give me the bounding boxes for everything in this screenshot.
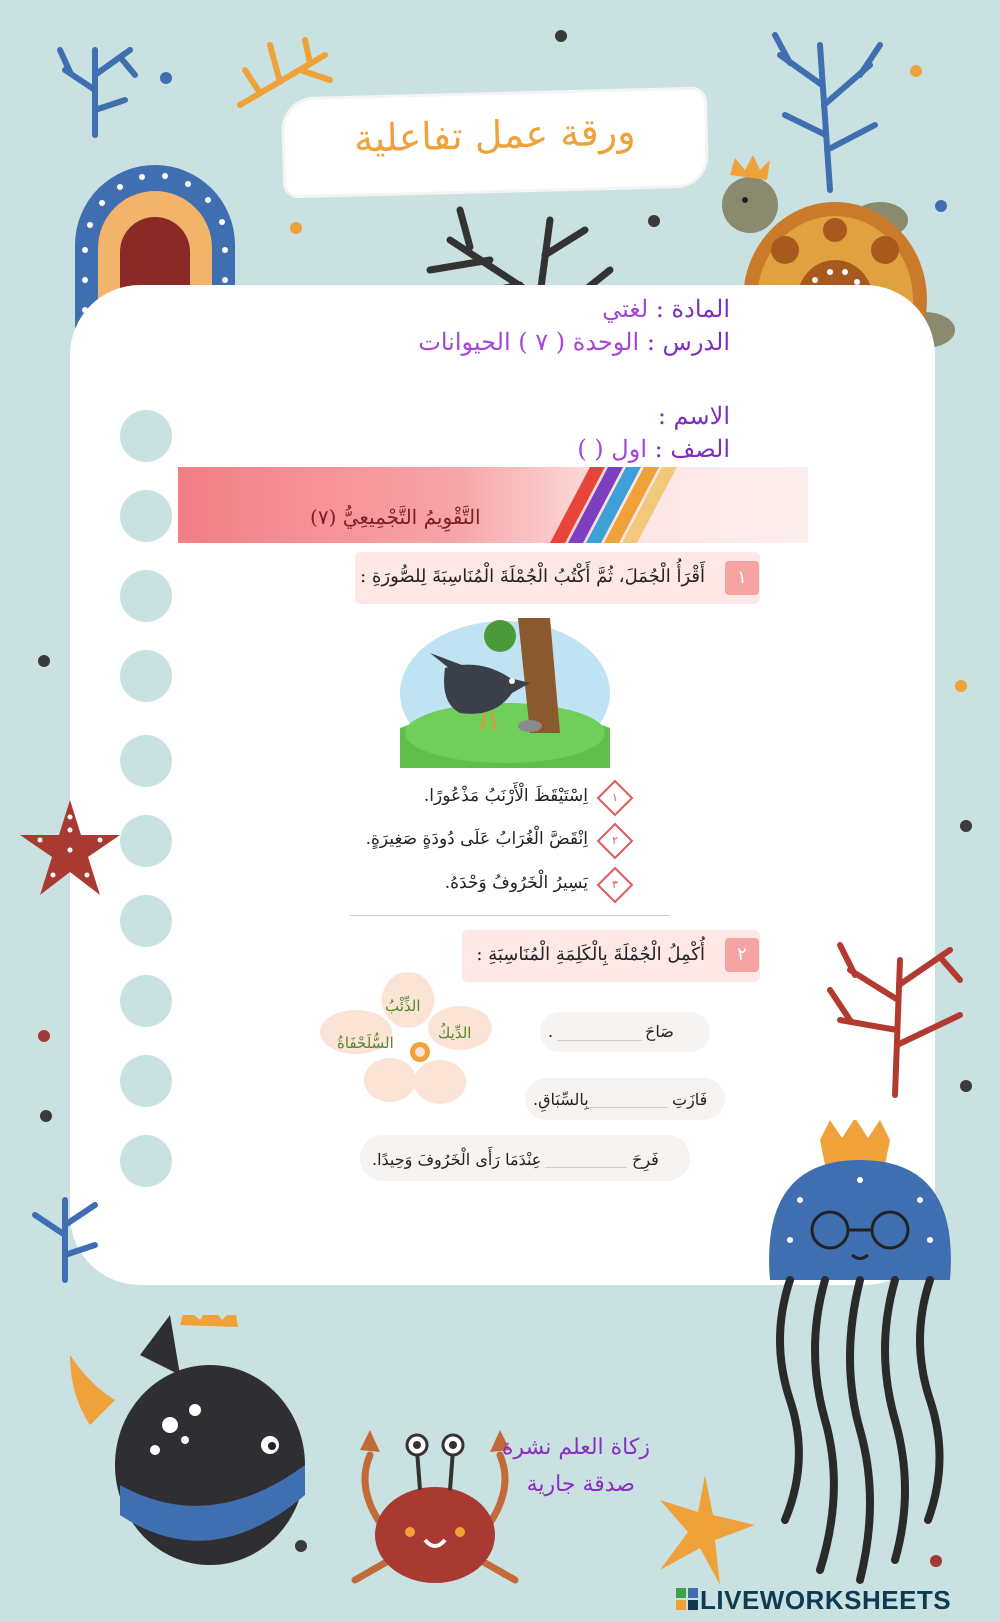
sentence-1-end: . bbox=[548, 1022, 554, 1041]
option-2-text[interactable]: اِنْقَضَّ الْغُرَابُ عَلَى دُودَةٍ صَغِيرَةٍ. bbox=[365, 829, 588, 849]
blue-coral-icon bbox=[50, 30, 145, 140]
binder-hole bbox=[120, 570, 172, 622]
word-turtle[interactable]: السُّلَحْفَاةُ bbox=[337, 1034, 394, 1052]
option-3-number: ٣ bbox=[612, 878, 618, 891]
binder-hole bbox=[120, 1135, 172, 1187]
option-3-text[interactable]: يَسِيرُ الْخَرُوفُ وَحْدَهُ. bbox=[444, 873, 588, 893]
option-2-number: ٢ bbox=[612, 834, 618, 847]
lesson-value: الوحدة ( ٧ ) الحيوانات bbox=[418, 328, 640, 356]
sentence-1-start: صَاحَ bbox=[645, 1022, 674, 1041]
liveworksheets-logo-icon bbox=[676, 1588, 698, 1612]
decor-dot bbox=[38, 655, 50, 667]
sentence-2-blank[interactable] bbox=[588, 1107, 668, 1108]
question-2-prompt: أُكْمِلُ الْجُمْلَةَ بِالْكَلِمَةِ الْمُنَاسِبَةِ : bbox=[476, 944, 705, 965]
decor-dot bbox=[960, 820, 972, 832]
question-1-prompt: أَقْرَأُ الْجُمَلَ، ثُمَّ أَكْتُبُ الْجُمْلَةَ الْمُنَاسِبَةَ لِلصُّورَةِ : bbox=[360, 566, 705, 587]
binder-hole bbox=[120, 410, 172, 462]
stripes-icon bbox=[550, 467, 700, 543]
subject-line bbox=[602, 295, 730, 323]
decor-dot bbox=[955, 680, 967, 692]
lesson-line bbox=[418, 328, 730, 356]
binder-hole bbox=[120, 895, 172, 947]
sentence-1-bg bbox=[540, 1012, 710, 1052]
option-1-number: ١ bbox=[612, 791, 618, 804]
motto-line-2: صدقة جارية bbox=[526, 1472, 635, 1497]
red-coral-icon bbox=[820, 930, 970, 1100]
binder-hole bbox=[120, 815, 172, 867]
sentence-3-blank[interactable] bbox=[545, 1167, 627, 1168]
question-2-number: ٢ bbox=[725, 938, 759, 972]
sentence-1-blank[interactable] bbox=[557, 1040, 642, 1041]
title-banner bbox=[284, 90, 706, 196]
crab-icon bbox=[345, 1410, 525, 1590]
motto-line-1: زكاة العلم نشرة bbox=[501, 1435, 650, 1460]
whale-icon bbox=[60, 1315, 320, 1575]
brand-name[interactable]: LIVEWORKSHEETS bbox=[700, 1585, 952, 1615]
lesson-label: الدرس : bbox=[646, 328, 730, 356]
name-label: الاسم : bbox=[657, 402, 730, 430]
decor-dot bbox=[555, 30, 567, 42]
section-title: التَّقْوِيمُ التَّجْمِيعِيُّ (٧) bbox=[310, 505, 481, 529]
name-line bbox=[658, 402, 730, 430]
word-wolf[interactable]: الذِّئْبُ bbox=[385, 997, 421, 1015]
blue-coral-bottom-icon bbox=[25, 1190, 105, 1285]
sentence-3-end: عِنْدَمَا رَأَى الْخَرُوفَ وَحِيدًا. bbox=[372, 1150, 542, 1169]
binder-hole bbox=[120, 975, 172, 1027]
answer-line[interactable] bbox=[350, 915, 670, 916]
decor-dot bbox=[40, 1110, 52, 1122]
grade-value: اول ( ) bbox=[577, 435, 647, 463]
sentence-2-end: بِالسِّبَاقِ. bbox=[533, 1090, 589, 1109]
sentence-2-start: فَازَتِ bbox=[672, 1090, 708, 1109]
decor-dot bbox=[290, 222, 302, 234]
grade-label: الصف : bbox=[654, 435, 730, 463]
jellyfish-icon bbox=[760, 1120, 960, 1590]
binder-hole bbox=[120, 490, 172, 542]
sentence-3-start: فَرِحَ bbox=[632, 1150, 659, 1169]
decor-dot bbox=[910, 65, 922, 77]
worksheet-title: ورقة عمل تفاعلية bbox=[353, 109, 636, 161]
starfish-icon bbox=[15, 795, 125, 905]
decor-dot bbox=[160, 72, 172, 84]
orange-starfish-icon bbox=[650, 1470, 760, 1590]
option-1-text[interactable]: اِسْتَيْقَظَ الْأَرْنَبُ مَذْعُورًا. bbox=[423, 786, 588, 806]
crow-picture bbox=[400, 618, 610, 768]
question-1-number: ١ bbox=[725, 561, 759, 595]
binder-hole bbox=[120, 735, 172, 787]
word-rooster[interactable]: الدِّيكُ bbox=[438, 1024, 472, 1042]
decor-dot bbox=[38, 1030, 50, 1042]
subject-value: لغتي bbox=[602, 295, 649, 323]
decor-dot bbox=[648, 215, 660, 227]
binder-hole bbox=[120, 650, 172, 702]
subject-label: المادة : bbox=[655, 295, 730, 323]
grade-line bbox=[577, 435, 730, 463]
binder-hole bbox=[120, 1055, 172, 1107]
section-banner bbox=[178, 467, 808, 543]
